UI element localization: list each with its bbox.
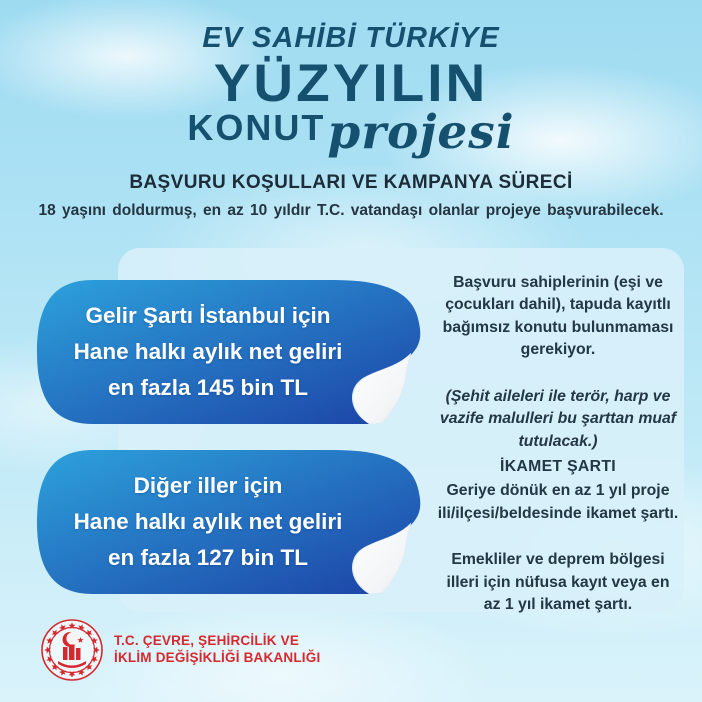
- eligibility-note: 18 yaşını doldurmuş, en az 10 yıldır T.C. vatandaşı olanlar projeye başvurabilecek.: [38, 202, 664, 220]
- campaign-title-line2: YÜZYILIN: [213, 53, 489, 113]
- spacer: [436, 525, 680, 549]
- spacer: [436, 362, 680, 386]
- ownership-condition-block: [436, 272, 680, 453]
- campaign-title-line1: EV SAHİBİ TÜRKİYE: [202, 22, 500, 54]
- residence-title: İKAMET ŞARTI: [500, 458, 616, 475]
- ministry-name: [114, 633, 320, 667]
- exemption-note: (Şehit aileleri ile terör, harp ve vazife malulleri bu şarttan muaf tutulacak.): [439, 387, 677, 450]
- card-line: en fazla 127 bin TL: [107, 545, 309, 570]
- card-line: en fazla 145 bin TL: [107, 375, 309, 400]
- income-card-istanbul: [35, 278, 423, 426]
- card-text: [49, 278, 367, 426]
- card-line: Diğer iller için: [133, 473, 283, 498]
- residence-text: Geriye dönük en az 1 yıl proje ili/ilçesi/beldesinde ikamet şartı.: [437, 482, 679, 522]
- campaign-title-line3: [0, 105, 702, 161]
- page-title: BAŞVURU KOŞULLARI VE KAMPANYA SÜRECİ: [129, 172, 573, 194]
- income-card-other-provinces: [35, 448, 423, 596]
- card-line: Hane halkı aylık net geliri: [73, 509, 343, 534]
- ministry-name-line2: İKLİM DEĞİŞİKLİĞİ BAKANLIĞI: [114, 650, 321, 665]
- ministry-name-line1: T.C. ÇEVRE, ŞEHİRCİLİK VE: [114, 633, 300, 649]
- retiree-text: Emekliler ve deprem bölgesi illeri için nüfusa kayıt veya en az 1 yıl ikamet şartı.: [446, 551, 670, 614]
- ownership-text: Başvuru sahiplerinin (eşi ve çocukları dahil), tapuda kayıtlı bağımsız konutu bulunmaması gerekiyor.: [442, 274, 674, 359]
- residence-condition-block: [436, 456, 680, 617]
- card-line: Hane halkı aylık net geliri: [73, 339, 343, 364]
- ministry-footer: [40, 618, 320, 682]
- card-line: Gelir Şartı İstanbul için: [85, 303, 331, 328]
- campaign-title-projesi: projesi: [327, 105, 515, 161]
- campaign-title-konut: KONUT: [187, 107, 326, 149]
- poster-header: [0, 24, 702, 220]
- card-text: [49, 448, 367, 596]
- ministry-seal-icon: [40, 618, 104, 682]
